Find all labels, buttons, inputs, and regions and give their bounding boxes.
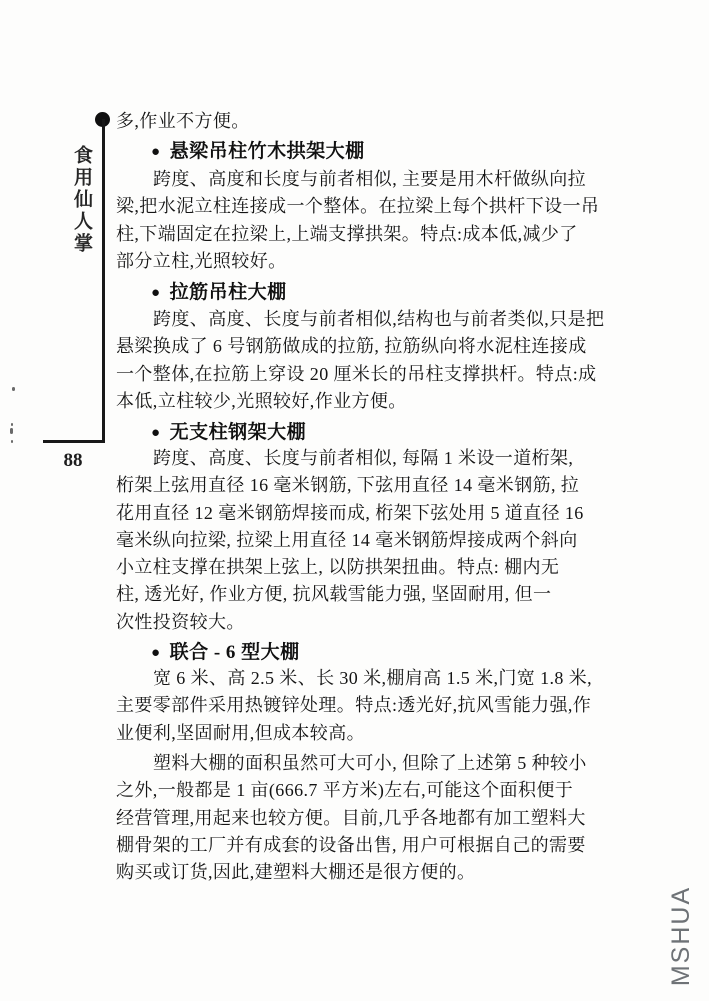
bullet-icon: ●	[151, 285, 161, 301]
text-line: 跨度、高度、长度与前者相似, 每隔 1 米设一道桁架,	[153, 448, 574, 468]
sidebar-rule-horizontal	[43, 440, 105, 443]
paragraph	[116, 445, 584, 636]
text-line: 桁架上弦用直径 16 毫米钢筋, 下弦用直径 14 毫米钢筋, 拉	[116, 475, 580, 496]
scan-artifact	[12, 387, 15, 391]
section-heading-label: 联合 - 6 型大棚	[169, 642, 300, 663]
scan-artifact	[11, 440, 13, 443]
text-line: 次性投资较大。	[116, 611, 245, 632]
text-line: 部分立柱,光照较好。	[116, 250, 287, 271]
section-heading-label: 拉筋吊柱大棚	[169, 282, 287, 303]
text-line: 多,作业不方便。	[116, 111, 250, 131]
scan-artifact	[11, 423, 13, 426]
closing-paragraph	[116, 750, 587, 886]
bullet-icon: ●	[151, 425, 161, 441]
scan-artifact	[10, 428, 13, 434]
sidebar-rule-vertical	[102, 119, 105, 443]
paragraph	[116, 166, 599, 275]
text-line: 经营管理,用起来也较方便。目前,几乎各地都有加工塑料大	[116, 807, 586, 828]
text-line: 棚骨架的工厂并有成套的设备出售, 用户可根据自己的需要	[116, 834, 586, 855]
text-line: 梁,把水泥立柱连接成一个整体。在拉梁上每个拱杆下设一吊	[116, 196, 600, 217]
text-line: 之外,一般都是 1 亩(666.7 平方米)左右,可能这个面积便于	[116, 780, 574, 801]
section-heading-label: 无支柱钢架大棚	[169, 422, 307, 443]
section-heading	[151, 138, 365, 165]
section-heading-label: 悬梁吊柱竹木拱架大棚	[169, 141, 365, 162]
text-line: 毫米纵向拉梁, 拉梁上用直径 14 毫米钢筋焊接成两个斜向	[116, 529, 578, 550]
bullet-icon: ●	[151, 645, 161, 661]
text-line: 跨度、高度和长度与前者相似, 主要是用木杆做纵向拉	[153, 169, 586, 189]
watermark: MSHUA	[667, 885, 695, 987]
text-line: 主要零部件采用热镀锌处理。特点:透光好,抗风雪能力强,作	[116, 695, 592, 716]
paragraph	[116, 665, 592, 747]
paragraph	[116, 306, 604, 415]
section-heading	[151, 279, 287, 306]
text-line: 业便利,坚固耐用,但成本较高。	[116, 722, 365, 743]
page-number: 88	[63, 450, 83, 471]
bullet-icon: ●	[151, 144, 161, 160]
section-heading	[151, 419, 306, 446]
text-line: 一个整体,在拉筋上穿设 20 厘米长的吊柱支撑拱杆。特点:成	[116, 363, 597, 384]
text-line: 花用直径 12 毫米钢筋焊接而成, 桁架下弦处用 5 道直径 16	[116, 502, 584, 523]
book-side-title: 食用仙人掌	[71, 145, 92, 255]
section-heading	[151, 639, 300, 666]
text-line: 小立柱支撑在拱架上弦上, 以防拱架扭曲。特点: 棚内无	[116, 557, 560, 578]
text-line: 柱, 透光好, 作业方便, 抗风载雪能力强, 坚固耐用, 但一	[116, 584, 552, 605]
text-line: 宽 6 米、高 2.5 米、长 30 米,棚肩高 1.5 米,门宽 1.8 米,	[153, 668, 592, 688]
text-line: 本低,立柱较少,光照较好,作业方便。	[116, 390, 407, 411]
text-line: 购买或订货,因此,建塑料大棚还是很方便的。	[116, 862, 476, 883]
text-line: 悬梁换成了 6 号钢筋做成的拉筋, 拉筋纵向将水泥柱连接成	[116, 336, 587, 357]
text-line: 跨度、高度、长度与前者相似,结构也与前者类似,只是把	[153, 309, 605, 329]
text-line: 柱,下端固定在拉梁上,上端支撑拱架。特点:成本低,减少了	[116, 223, 578, 244]
text-line: 塑料大棚的面积虽然可大可小, 但除了上述第 5 种较小	[153, 753, 587, 773]
